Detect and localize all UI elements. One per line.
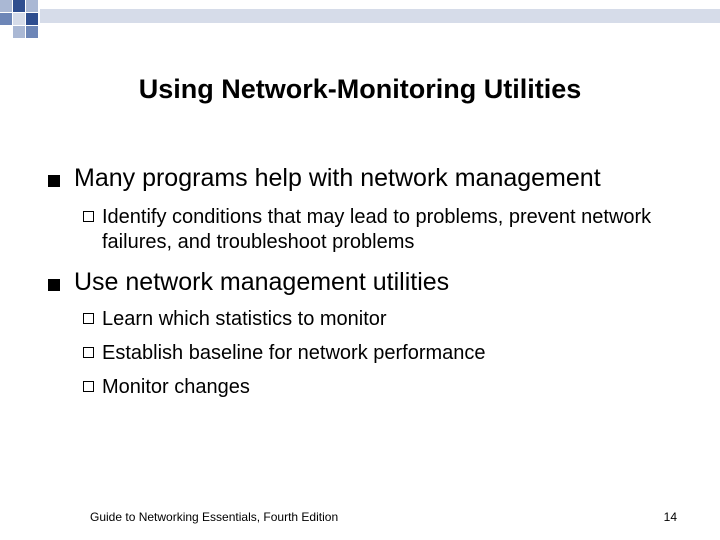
bullet-text: Many programs help with network management <box>74 164 601 192</box>
decor-square <box>26 26 38 38</box>
slide-title: Using Network-Monitoring Utilities <box>138 74 582 104</box>
decor-bar <box>40 9 720 23</box>
decor-square <box>13 13 25 25</box>
decor-square <box>26 0 38 12</box>
decor-square <box>0 13 12 25</box>
hollow-square-bullet-icon <box>83 313 94 324</box>
square-bullet-icon <box>48 175 60 187</box>
decor-square <box>26 13 38 25</box>
decor-square <box>13 0 25 12</box>
sub-bullet-text: Learn which statistics to monitor <box>102 308 387 330</box>
page-number: 14 <box>663 510 677 524</box>
decor-square <box>0 0 12 12</box>
hollow-square-bullet-icon <box>83 211 94 222</box>
square-bullet-icon <box>48 279 60 291</box>
decor-square <box>13 26 25 38</box>
hollow-square-bullet-icon <box>83 381 94 392</box>
footer-source: Guide to Networking Essentials, Fourth Edition <box>90 510 339 524</box>
sub-bullet-text: Monitor changes <box>102 376 250 398</box>
bullet-text: Use network management utilities <box>74 268 450 296</box>
hollow-square-bullet-icon <box>83 347 94 358</box>
corner-decoration <box>0 0 720 50</box>
sub-bullet-text: Identify conditions that may lead to problems, prevent network failures, and troubleshoot problems <box>102 206 652 253</box>
sub-bullet-text: Establish baseline for network performance <box>102 342 486 364</box>
